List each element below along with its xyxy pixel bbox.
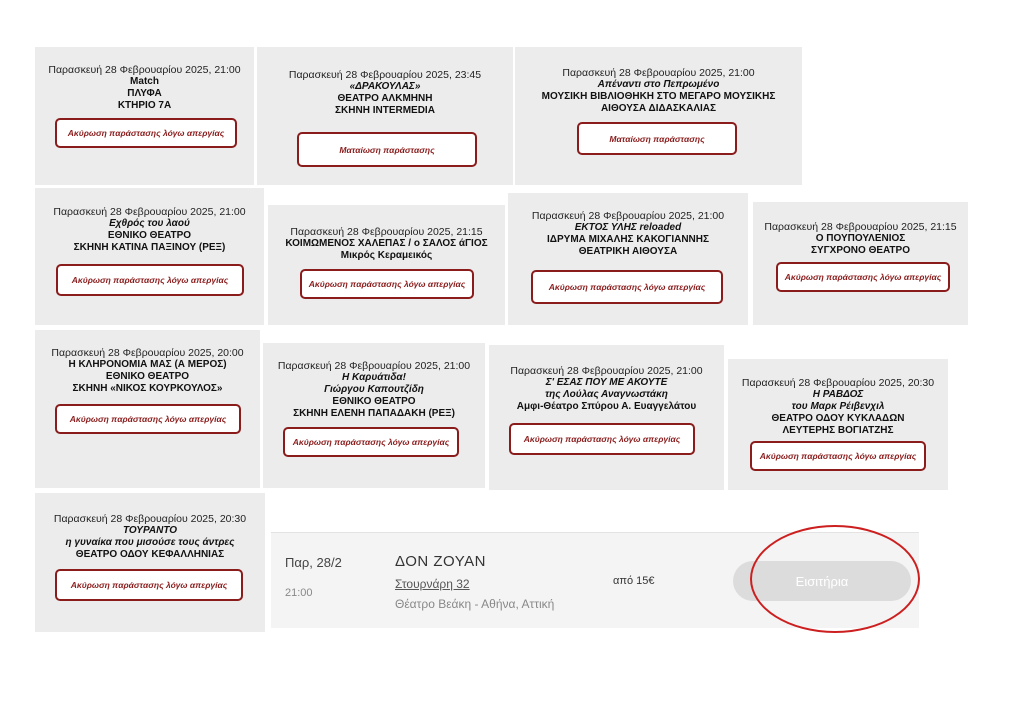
listing-address-link[interactable]: Στουρνάρη 32: [395, 577, 470, 591]
event-listing-row: [271, 532, 919, 628]
listing-time: 21:00: [285, 587, 313, 599]
event-venue: ΚΤΗΡΙΟ 7Α: [117, 100, 172, 111]
event-card: [728, 359, 948, 490]
event-card: [35, 493, 265, 632]
event-date: Παρασκευή 28 Φεβρουαρίου 2025, 21:00: [277, 360, 471, 372]
event-card: [489, 345, 724, 490]
event-director: ΛΕΥΤΕΡΗΣ ΒΟΓΙΑΤΖΗΣ: [782, 425, 894, 436]
event-card: [515, 47, 802, 185]
event-stage: ΑΙΘΟΥΣΑ ΔΙΔΑΣΚΑΛΙΑΣ: [600, 103, 717, 114]
event-title: «ΔΡΑΚΟΥΛΑΣ»: [349, 81, 421, 92]
listing-date: Παρ, 28/2: [285, 555, 342, 570]
event-title: Ο ΠΟΥΠΟΥΛΕΝΙΟΣ: [815, 233, 906, 244]
cancellation-button[interactable]: Ακύρωση παράστασης λόγω απεργίας: [300, 269, 474, 299]
event-card: [508, 193, 748, 325]
event-title: ΕΚΤΟΣ ΥΛΗΣ reloaded: [574, 222, 682, 233]
event-date: Παρασκευή 28 Φεβρουαρίου 2025, 21:15: [290, 226, 483, 238]
event-date: Παρασκευή 28 Φεβρουαρίου 2025, 20:30: [53, 513, 247, 525]
event-author: του Μαρκ Ρέιβενχιλ: [791, 401, 885, 412]
event-title: Απέναντι στο Πεπρωμένο: [597, 79, 720, 90]
event-stage: ΣΚΗΝΗ «ΝΙΚΟΣ ΚΟΥΡΚΟΥΛΟΣ»: [72, 383, 223, 394]
event-line: ΠΛΥΦΑ: [127, 88, 162, 99]
event-venue: ΜΟΥΣΙΚΗ ΒΙΒΛΙΟΘΗΚΗ ΣΤΟ ΜΕΓΑΡΟ ΜΟΥΣΙΚΗΣ: [541, 91, 776, 102]
cancellation-button[interactable]: Ακύρωση παράστασης λόγω απεργίας: [55, 569, 243, 601]
cancellation-button[interactable]: Ακύρωση παράστασης λόγω απεργίας: [776, 262, 950, 292]
event-venue: ΘΕΑΤΡΟ ΟΔΟΥ ΚΥΚΛΑΔΩΝ: [771, 413, 905, 424]
event-title: Η ΡΑΒΔΟΣ: [812, 389, 864, 400]
event-date: Παρασκευή 28 Φεβρουαρίου 2025, 20:00: [51, 347, 244, 359]
event-date: Παρασκευή 28 Φεβρουαρίου 2025, 23:45: [288, 69, 482, 81]
listing-title[interactable]: ΔΟΝ ΖΟΥΑΝ: [395, 553, 486, 570]
event-venue: ΘΕΑΤΡΟ ΟΔΟΥ ΚΕΦΑΛΛΗΝΙΑΣ: [75, 549, 225, 560]
event-card: [263, 343, 485, 488]
event-title: Match: [130, 76, 159, 87]
cancellation-button[interactable]: Ματαίωση παράστασης: [577, 122, 737, 155]
event-date: Παρασκευή 28 Φεβρουαρίου 2025, 21:00: [510, 365, 703, 377]
event-title: Εχθρός του λαού: [109, 218, 190, 229]
cancellation-button[interactable]: Ακύρωση παράστασης λόγω απεργίας: [55, 404, 241, 434]
event-stage: ΣΚΗΝΗ ΕΛΕΝΗ ΠΑΠΑΔΑΚΗ (ΡΕΞ): [293, 408, 455, 419]
event-venue: ΘΕΑΤΡΟ ΑΛΚΜΗΝΗ: [337, 93, 433, 104]
event-date: Παρασκευή 28 Φεβρουαρίου 2025, 21:00: [531, 210, 725, 222]
event-title: Η ΚΛΗΡΟΝΟΜΙΑ ΜΑΣ (Α ΜΕΡΟΣ): [68, 359, 227, 370]
event-title: Η Καρυάτιδα!: [342, 372, 406, 383]
listing-price: από 15€: [613, 575, 655, 587]
cancellation-button[interactable]: Ακύρωση παράστασης λόγω απεργίας: [56, 264, 244, 296]
event-author: Γιώργου Καπουτζίδη: [324, 384, 424, 395]
event-title: ΚΟΙΜΩΜΕΝΟΣ ΧΑΛΕΠΑΣ / ο ΣΑΛΟΣ άΓΙΟΣ: [285, 238, 488, 249]
event-stage: ΣΚΗΝΗ INTERMEDIA: [335, 105, 435, 116]
event-date: Παρασκευή 28 Φεβρουαρίου 2025, 21:00: [53, 206, 246, 218]
event-venue: Μικρός Κεραμεικός: [340, 250, 433, 261]
event-card: [257, 47, 513, 185]
cancellation-button[interactable]: Ακύρωση παράστασης λόγω απεργίας: [531, 270, 723, 304]
event-card: [753, 202, 968, 325]
event-card: [35, 330, 260, 488]
event-date: Παρασκευή 28 Φεβρουαρίου 2025, 20:30: [741, 377, 935, 389]
event-date: Παρασκευή 28 Φεβρουαρίου 2025, 21:00: [562, 67, 755, 79]
event-card: [35, 47, 254, 185]
listing-venue: Θέατρο Βεάκη - Αθήνα, Αττική: [395, 597, 555, 611]
event-card: [268, 205, 505, 325]
event-card: [35, 188, 264, 325]
event-venue: ΕΘΝΙΚΟ ΘΕΑΤΡΟ: [105, 371, 190, 382]
cancellation-button[interactable]: Ακύρωση παράστασης λόγω απεργίας: [509, 423, 695, 455]
event-subtitle: η γυναίκα που μισούσε τους άντρες: [65, 537, 235, 548]
cancellation-button[interactable]: Ακύρωση παράστασης λόγω απεργίας: [55, 118, 237, 148]
event-venue: ΣΥΓΧΡΟΝΟ ΘΕΑΤΡΟ: [811, 245, 910, 256]
event-stage: ΣΚΗΝΗ ΚΑΤΙΝΑ ΠΑΞΙΝΟΥ (ΡΕΞ): [73, 242, 226, 253]
event-venue: ΕΘΝΙΚΟ ΘΕΑΤΡΟ: [107, 230, 192, 241]
event-venue: ΕΘΝΙΚΟ ΘΕΑΤΡΟ: [332, 396, 416, 407]
event-date: Παρασκευή 28 Φεβρουαρίου 2025, 21:15: [764, 221, 957, 233]
event-title: ΤΟΥΡΑΝΤΟ: [122, 525, 178, 536]
event-author: της Λούλας Αναγνωστάκη: [545, 389, 668, 400]
event-venue: ΙΔΡΥΜΑ ΜΙΧΑΛΗΣ ΚΑΚΟΓΙΑΝΝΗΣ: [547, 234, 709, 245]
event-date: Παρασκευή 28 Φεβρουαρίου 2025, 21:00: [48, 64, 241, 76]
event-venue: Αμφι-Θέατρο Σπύρου Α. Ευαγγελάτου: [516, 401, 697, 412]
cancellation-button[interactable]: Ματαίωση παράστασης: [297, 132, 477, 167]
cancellation-button[interactable]: Ακύρωση παράστασης λόγω απεργίας: [283, 427, 459, 457]
event-stage: ΘΕΑΤΡΙΚΗ ΑΙΘΟΥΣΑ: [578, 246, 678, 257]
tickets-button[interactable]: Εισιτήρια: [733, 561, 911, 601]
event-title: Σ' ΕΣΑΣ ΠΟΥ ΜΕ ΑΚΟΥΤΕ: [545, 377, 668, 388]
cancellation-button[interactable]: Ακύρωση παράστασης λόγω απεργίας: [750, 441, 926, 471]
